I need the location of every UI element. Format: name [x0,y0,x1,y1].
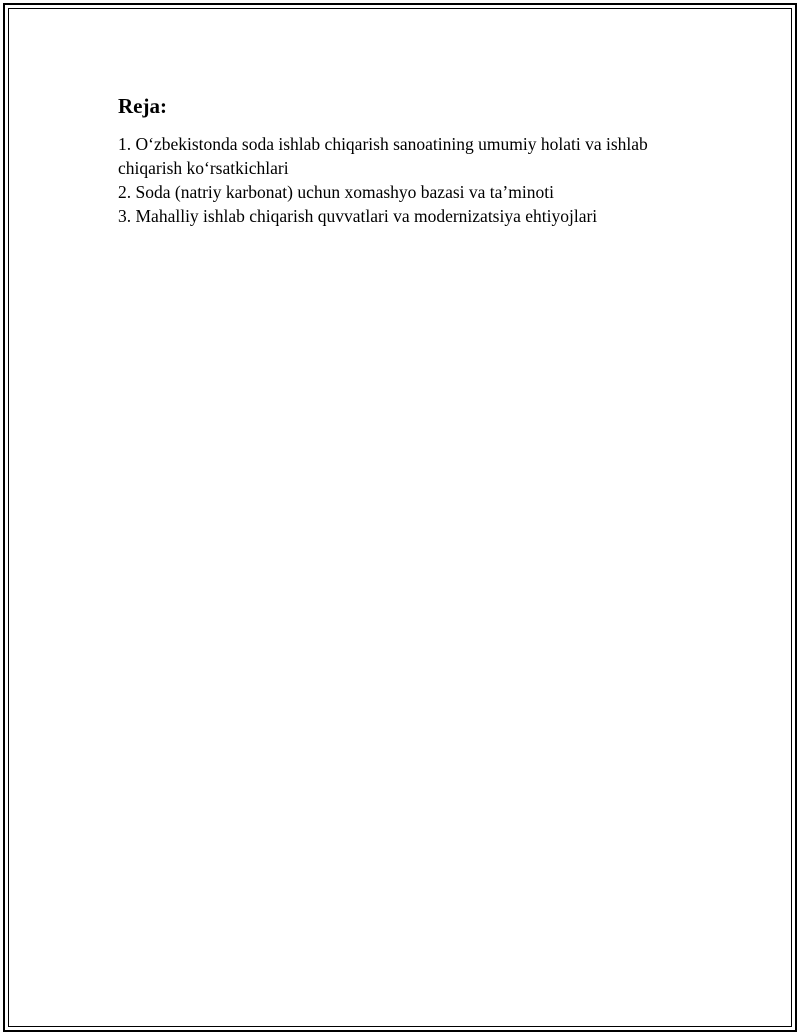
plan-item-2: 2. Soda (natriy karbonat) uchun xomashyo bazasi va ta’minoti [118,182,554,202]
plan-item-3: 3. Mahalliy ishlab chiqarish quvvatlari va modernizatsiya ehtiyojlari [118,206,598,226]
document-body [118,92,708,228]
plan-item-1: 1. O‘zbekistonda soda ishlab chiqarish sanoatining umumiy holati va ishlab chiqarish ko‘rsatkichlari [118,134,648,178]
plan-title: Reja: [118,94,167,118]
plan-list [118,132,708,228]
